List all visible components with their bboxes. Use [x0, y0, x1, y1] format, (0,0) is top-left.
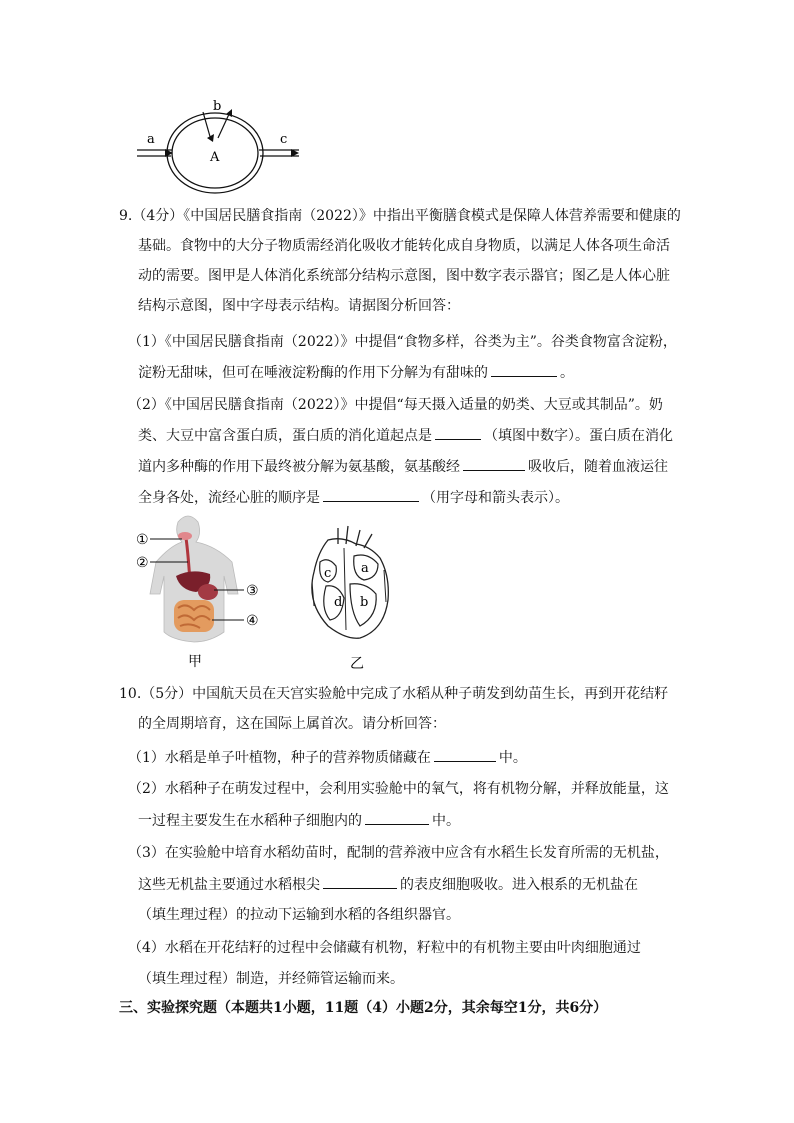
answer-blank-4[interactable]: [323, 487, 419, 502]
figure-jia-caption: 甲: [188, 654, 202, 670]
organ-label-3: ③: [246, 583, 259, 599]
q9-part2-line4: 全身各处，流经心脏的顺序是 （用字母和箭头表示）。: [138, 487, 569, 508]
q9-part1-line1: （1）《中国居民膳食指南（2022）》中提倡“食物多样，谷类为主”。谷类食物富含淀粉，: [128, 334, 677, 350]
label-b: b: [213, 99, 222, 114]
q9-line2: 基础。食物中的大分子物质需经消化吸收才能转化成自身物质，以满足人体各项生命活: [138, 238, 670, 254]
section-3-heading: 三、实验探究题（本题共1小题，11题（4）小题2分，其余每空1分，共6分）: [119, 1000, 608, 1016]
label-c: c: [280, 132, 288, 147]
organ-label-1: ①: [136, 532, 149, 548]
q10-part1: （1）水稻是单子叶植物，种子的营养物质储藏在 中。: [128, 747, 527, 768]
q10-part2-line1: （2）水稻种子在萌发过程中，会利用实验舱中的氧气，将有机物分解，并释放能量，这: [128, 781, 669, 797]
answer-blank-1[interactable]: [491, 362, 557, 377]
answer-blank-2[interactable]: [435, 425, 481, 440]
q9-line3: 动的需要。图甲是人体消化系统部分结构示意图，图中数字表示器官；图乙是人体心脏: [138, 268, 670, 284]
q10-line1: 10.（5分）中国航天员在天宫实验舱中完成了水稻从种子萌发到幼苗生长，再到开花结籽: [119, 686, 669, 702]
organ-label-4: ④: [246, 613, 259, 629]
q9-line1: 9.（4分）《中国居民膳食指南（2022）》中指出平衡膳食模式是保障人体营养需要和健康的: [119, 208, 681, 224]
heart-label-d: d: [334, 595, 343, 610]
heart-label-c: c: [324, 566, 332, 581]
q9-part1-line2: 淀粉无甜味，但可在唾液淀粉酶的作用下分解为有甜味的 。: [138, 362, 574, 383]
q9-line4: 结构示意图，图中字母表示结构。请据图分析回答：: [138, 298, 460, 314]
digestive-system-figure: [130, 512, 280, 672]
q10-part4-line2: （填生理过程）制造，并经筛管运输而来。: [138, 971, 404, 987]
circulation-diagram: [135, 98, 305, 198]
label-a: a: [147, 132, 155, 147]
heart-structure-figure: [298, 522, 398, 672]
q10-line2: 的全周期培育，这在国际上属首次。请分析回答：: [138, 716, 446, 732]
q10-part3-line1: （3）在实验舱中培育水稻幼苗时，配制的营养液中应含有水稻生长发育所需的无机盐，: [128, 845, 669, 861]
answer-blank-5[interactable]: [434, 747, 496, 762]
q10-part3-line2: 这些无机盐主要通过水稻根尖 的表皮细胞吸收。进入根系的无机盐在: [138, 874, 638, 895]
figure-yi-caption: 乙: [350, 656, 364, 672]
label-A: A: [210, 150, 220, 165]
heart-label-b: b: [360, 595, 369, 610]
q9-part2-line3: 道内多种酶的作用下最终被分解为氨基酸，氨基酸经 吸收后，随着血液运往: [138, 456, 668, 477]
answer-blank-7[interactable]: [323, 874, 397, 889]
q10-part2-line2: 一过程主要发生在水稻种子细胞内的 中。: [138, 810, 460, 831]
q10-part3-line3: （填生理过程）的拉动下运输到水稻的各组织器官。: [138, 907, 460, 923]
answer-blank-6[interactable]: [365, 810, 429, 825]
q9-part2-line1: （2）《中国居民膳食指南（2022）》中提倡“每天摄入适量的奶类、大豆或其制品”。奶: [128, 397, 663, 413]
q9-part2-line2: 类、大豆中富含蛋白质，蛋白质的消化道起点是 （填图中数字）。蛋白质在消化: [138, 425, 673, 446]
answer-blank-3[interactable]: [463, 456, 525, 471]
heart-label-a: a: [361, 561, 369, 576]
q10-part4-line1: （4）水稻在开花结籽的过程中会储藏有机物，籽粒中的有机物主要由叶肉细胞通过: [128, 940, 641, 956]
organ-label-2: ②: [136, 555, 149, 571]
